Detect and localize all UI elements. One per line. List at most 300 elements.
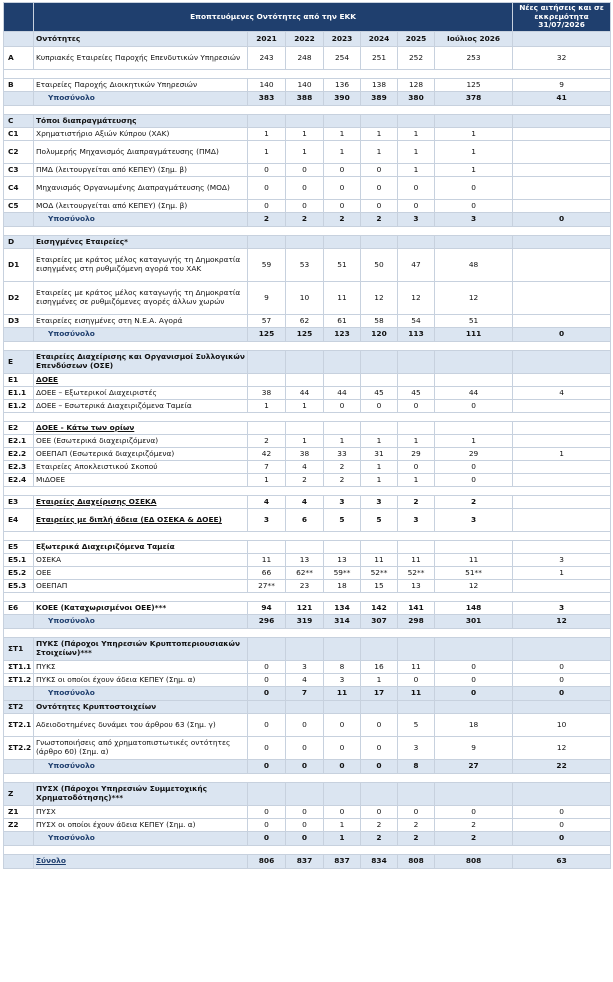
table-row xyxy=(4,783,611,806)
value-cell xyxy=(398,374,435,387)
value-cell: 0 xyxy=(286,832,324,846)
value-cell: 378 xyxy=(435,92,513,106)
row-code: E5.3 xyxy=(4,580,34,593)
table-row xyxy=(4,141,611,164)
spacer-cell xyxy=(286,106,324,115)
value-cell: 1 xyxy=(435,128,513,141)
spacer-cell xyxy=(361,106,398,115)
pending-cell xyxy=(513,461,611,474)
spacer-cell xyxy=(435,846,513,855)
spacer-cell xyxy=(248,532,286,541)
value-cell: 0 xyxy=(361,760,398,774)
pending-cell: 0 xyxy=(513,661,611,674)
value-cell: 0 xyxy=(286,819,324,832)
row-label: ΠΥΚΣ xyxy=(34,661,248,674)
row-code: E2.3 xyxy=(4,461,34,474)
table-row xyxy=(4,115,611,128)
spacer-cell xyxy=(398,413,435,422)
spacer-cell xyxy=(435,593,513,602)
table-title: Εποπτευόμενες Οντότητες από την ΕΚΚ xyxy=(34,3,513,32)
value-cell xyxy=(398,351,435,374)
value-cell: 29 xyxy=(398,448,435,461)
row-label: Εξωτερικά Διαχειριζόμενα Ταμεία xyxy=(34,541,248,554)
value-cell: 4 xyxy=(286,674,324,687)
value-cell: 31 xyxy=(361,448,398,461)
entities-table-container xyxy=(3,2,610,869)
pending-cell xyxy=(513,474,611,487)
table-row xyxy=(4,79,611,92)
table-row xyxy=(4,315,611,328)
spacer-cell xyxy=(248,487,286,496)
value-cell: 248 xyxy=(286,47,324,70)
value-cell xyxy=(398,638,435,661)
value-cell: 0 xyxy=(435,200,513,213)
row-code: E2.2 xyxy=(4,448,34,461)
subtotal-row xyxy=(4,832,611,846)
value-cell xyxy=(361,541,398,554)
value-cell xyxy=(398,115,435,128)
spacer-cell xyxy=(361,413,398,422)
value-cell: 3 xyxy=(248,509,286,532)
spacer-cell xyxy=(4,593,34,602)
row-code xyxy=(4,687,34,701)
entities-column-header: Οντότητες xyxy=(34,32,248,47)
table-row xyxy=(4,714,611,737)
value-cell: 0 xyxy=(248,164,286,177)
row-code xyxy=(4,832,34,846)
value-cell: 1 xyxy=(324,128,361,141)
value-cell xyxy=(324,638,361,661)
subtotal-row xyxy=(4,328,611,342)
value-cell: 0 xyxy=(248,177,286,200)
value-cell: 1 xyxy=(248,141,286,164)
value-cell: 44 xyxy=(435,387,513,400)
value-cell: 380 xyxy=(398,92,435,106)
row-label: ΠΥΣΧ οι οποίοι έχουν άδεια ΚΕΠΕΥ (Σημ. α) xyxy=(34,819,248,832)
row-code: E2 xyxy=(4,422,34,435)
value-cell: 111 xyxy=(435,328,513,342)
value-cell: 834 xyxy=(361,855,398,869)
pending-cell: 0 xyxy=(513,687,611,701)
value-cell xyxy=(248,115,286,128)
value-cell: 2 xyxy=(324,461,361,474)
row-code xyxy=(4,328,34,342)
value-cell: 38 xyxy=(286,448,324,461)
table-row xyxy=(4,661,611,674)
spacer-cell xyxy=(324,106,361,115)
table-row xyxy=(4,400,611,413)
spacer-cell xyxy=(248,629,286,638)
row-code: ΣΤ1.2 xyxy=(4,674,34,687)
value-cell: 1 xyxy=(324,141,361,164)
pending-cell xyxy=(513,315,611,328)
table-row xyxy=(4,567,611,580)
value-cell: 254 xyxy=(324,47,361,70)
value-cell: 121 xyxy=(286,602,324,615)
value-cell: 314 xyxy=(324,615,361,629)
value-cell: 1 xyxy=(435,141,513,164)
spacer-cell xyxy=(398,629,435,638)
header-code-blank xyxy=(4,32,34,47)
table-row xyxy=(4,474,611,487)
value-cell xyxy=(248,638,286,661)
row-code: E4 xyxy=(4,509,34,532)
value-cell: 128 xyxy=(398,79,435,92)
spacer-cell xyxy=(361,342,398,351)
value-cell: 0 xyxy=(324,714,361,737)
pending-cell: 3 xyxy=(513,554,611,567)
spacer-cell xyxy=(34,593,248,602)
pending-cell xyxy=(513,580,611,593)
spacer-cell xyxy=(248,774,286,783)
row-label: ΔΟΕΕ – Εξωτερικοί Διαχειριστές xyxy=(34,387,248,400)
value-cell: 18 xyxy=(435,714,513,737)
value-cell xyxy=(398,422,435,435)
spacer-cell xyxy=(435,70,513,79)
value-cell: 0 xyxy=(361,400,398,413)
value-cell xyxy=(324,422,361,435)
pending-cell xyxy=(513,638,611,661)
row-code: D xyxy=(4,236,34,249)
spacer-cell xyxy=(398,70,435,79)
row-code xyxy=(4,760,34,774)
row-code: C2 xyxy=(4,141,34,164)
value-cell: 0 xyxy=(435,806,513,819)
pending-cell: 12 xyxy=(513,615,611,629)
value-cell xyxy=(398,236,435,249)
spacer-cell xyxy=(286,629,324,638)
subtotal-label: Υποσύνολο xyxy=(34,687,248,701)
value-cell: 1 xyxy=(286,400,324,413)
value-cell xyxy=(248,701,286,714)
value-cell: 2 xyxy=(324,213,361,227)
value-cell: 0 xyxy=(398,461,435,474)
pending-cell xyxy=(513,351,611,374)
row-label: Οντότητες Κρυπτοστοιχείων xyxy=(34,701,248,714)
spacer-cell xyxy=(324,532,361,541)
table-row xyxy=(4,282,611,315)
value-cell: 0 xyxy=(248,674,286,687)
row-code: E1.2 xyxy=(4,400,34,413)
value-cell: 0 xyxy=(398,177,435,200)
pending-cell: 0 xyxy=(513,806,611,819)
spacer-cell xyxy=(324,70,361,79)
table-row xyxy=(4,448,611,461)
spacer-cell xyxy=(398,106,435,115)
row-code: C5 xyxy=(4,200,34,213)
row-code xyxy=(4,615,34,629)
value-cell: 5 xyxy=(361,509,398,532)
value-cell: 0 xyxy=(248,737,286,760)
spacer-cell xyxy=(324,487,361,496)
spacer-cell xyxy=(513,846,611,855)
value-cell: 44 xyxy=(324,387,361,400)
row-label: ΠΥΚΣ οι οποίοι έχουν άδεια ΚΕΠΕΥ (Σημ. α) xyxy=(34,674,248,687)
value-cell: 808 xyxy=(435,855,513,869)
value-cell: 9 xyxy=(435,737,513,760)
pending-cell xyxy=(513,496,611,509)
row-label: Εταιρείες με διπλή άδεια (ΕΔ ΟΣΕΚΑ & ΔΟΕΕ) xyxy=(34,509,248,532)
row-code: E xyxy=(4,351,34,374)
row-code: ΣΤ2.1 xyxy=(4,714,34,737)
value-cell: 0 xyxy=(286,737,324,760)
row-label: ΜιΔΟΕΕ xyxy=(34,474,248,487)
value-cell xyxy=(435,701,513,714)
value-cell xyxy=(324,701,361,714)
value-cell: 0 xyxy=(248,760,286,774)
table-row xyxy=(4,674,611,687)
spacer-cell xyxy=(248,106,286,115)
spacer-cell xyxy=(324,774,361,783)
value-cell: 1 xyxy=(286,128,324,141)
value-cell: 388 xyxy=(286,92,324,106)
value-cell: 243 xyxy=(248,47,286,70)
value-cell xyxy=(398,701,435,714)
spacer-cell xyxy=(513,106,611,115)
value-cell xyxy=(324,115,361,128)
value-cell: 1 xyxy=(361,474,398,487)
value-cell: 13 xyxy=(398,580,435,593)
spacer-cell xyxy=(513,487,611,496)
value-cell xyxy=(286,236,324,249)
row-label: ΟΕΕΠΑΠ (Εσωτερικά διαχειριζόμενα) xyxy=(34,448,248,461)
pending-cell: 3 xyxy=(513,602,611,615)
year-header: 2023 xyxy=(324,32,361,47)
row-code: E1 xyxy=(4,374,34,387)
value-cell: 389 xyxy=(361,92,398,106)
value-cell: 0 xyxy=(286,806,324,819)
spacer-cell xyxy=(513,629,611,638)
value-cell xyxy=(435,374,513,387)
row-label: ΠΥΚΣ (Πάροχοι Υπηρεσιών Κρυπτοπεριουσιακών Στοιχείων)*** xyxy=(34,638,248,661)
value-cell: 125 xyxy=(435,79,513,92)
pending-cell: 0 xyxy=(513,213,611,227)
value-cell: 10 xyxy=(286,282,324,315)
spacer-cell xyxy=(34,532,248,541)
value-cell: 58 xyxy=(361,315,398,328)
row-code: Z2 xyxy=(4,819,34,832)
value-cell: 390 xyxy=(324,92,361,106)
value-cell: 7 xyxy=(248,461,286,474)
value-cell: 0 xyxy=(361,737,398,760)
value-cell: 0 xyxy=(435,474,513,487)
value-cell xyxy=(248,374,286,387)
value-cell xyxy=(248,783,286,806)
row-code: ΣΤ2.2 xyxy=(4,737,34,760)
pending-cell: 22 xyxy=(513,760,611,774)
subtotal-label: Υποσύνολο xyxy=(34,328,248,342)
value-cell xyxy=(435,541,513,554)
value-cell: 1 xyxy=(361,674,398,687)
pending-cell: 12 xyxy=(513,737,611,760)
value-cell: 62** xyxy=(286,567,324,580)
value-cell xyxy=(248,351,286,374)
spacer-cell xyxy=(513,774,611,783)
spacer-cell xyxy=(286,487,324,496)
value-cell: 8 xyxy=(398,760,435,774)
value-cell: 140 xyxy=(248,79,286,92)
value-cell xyxy=(248,541,286,554)
value-cell xyxy=(361,783,398,806)
spacer-cell xyxy=(4,532,34,541)
spacer-cell xyxy=(435,413,513,422)
spacer-cell xyxy=(513,532,611,541)
table-row xyxy=(4,422,611,435)
row-code: D1 xyxy=(4,249,34,282)
spacer-cell xyxy=(286,593,324,602)
spacer-cell xyxy=(361,532,398,541)
spacer-cell xyxy=(513,593,611,602)
table-row xyxy=(4,249,611,282)
value-cell: 9 xyxy=(248,282,286,315)
spacer-row xyxy=(4,487,611,496)
row-label: ΔΟΕΕ - Κάτω των ορίων xyxy=(34,422,248,435)
spacer-cell xyxy=(34,846,248,855)
value-cell: 61 xyxy=(324,315,361,328)
value-cell: 50 xyxy=(361,249,398,282)
spacer-cell xyxy=(286,774,324,783)
value-cell: 11 xyxy=(398,661,435,674)
row-label: Εισηγμένες Εταιρείες* xyxy=(34,236,248,249)
value-cell xyxy=(435,115,513,128)
value-cell: 59** xyxy=(324,567,361,580)
table-row xyxy=(4,177,611,200)
spacer-cell xyxy=(324,413,361,422)
row-label: ΠΜΔ (λειτουργείται από ΚΕΠΕΥ) (Σημ. β) xyxy=(34,164,248,177)
value-cell: 2 xyxy=(286,213,324,227)
year-header: 2025 xyxy=(398,32,435,47)
spacer-cell xyxy=(398,593,435,602)
value-cell xyxy=(324,374,361,387)
value-cell: 0 xyxy=(324,737,361,760)
value-cell: 2 xyxy=(286,474,324,487)
value-cell: 1 xyxy=(398,435,435,448)
value-cell xyxy=(286,115,324,128)
row-code: D3 xyxy=(4,315,34,328)
value-cell: 66 xyxy=(248,567,286,580)
value-cell xyxy=(361,374,398,387)
value-cell: 0 xyxy=(435,687,513,701)
row-label: Εταιρείες με κράτος μέλος καταγωγής τη Δημοκρατία εισηγμένες σε ρυθμιζόμενες αγορές άλλων χωρών xyxy=(34,282,248,315)
row-label: ΜΟΔ (λειτουργείται από ΚΕΠΕΥ) (Σημ. β) xyxy=(34,200,248,213)
value-cell: 11 xyxy=(361,554,398,567)
value-cell: 12 xyxy=(361,282,398,315)
value-cell: 134 xyxy=(324,602,361,615)
value-cell: 253 xyxy=(435,47,513,70)
value-cell: 1 xyxy=(324,832,361,846)
value-cell: 0 xyxy=(286,177,324,200)
value-cell: 0 xyxy=(361,806,398,819)
value-cell: 113 xyxy=(398,328,435,342)
spacer-cell xyxy=(248,227,286,236)
pending-cell xyxy=(513,783,611,806)
pending-cell xyxy=(513,282,611,315)
table-row xyxy=(4,128,611,141)
row-code: E5 xyxy=(4,541,34,554)
value-cell: 1 xyxy=(398,164,435,177)
value-cell: 1 xyxy=(361,128,398,141)
table-row xyxy=(4,701,611,714)
spacer-cell xyxy=(34,413,248,422)
spacer-cell xyxy=(398,342,435,351)
subtotal-label: Υποσύνολο xyxy=(34,615,248,629)
year-header: 2022 xyxy=(286,32,324,47)
value-cell xyxy=(361,701,398,714)
spacer-cell xyxy=(361,774,398,783)
value-cell: 837 xyxy=(324,855,361,869)
spacer-cell xyxy=(4,629,34,638)
value-cell: 148 xyxy=(435,602,513,615)
value-cell xyxy=(361,236,398,249)
value-cell: 2 xyxy=(361,832,398,846)
value-cell xyxy=(435,422,513,435)
row-code: E2.1 xyxy=(4,435,34,448)
spacer-cell xyxy=(4,487,34,496)
spacer-cell xyxy=(4,106,34,115)
pending-cell xyxy=(513,701,611,714)
pending-cell xyxy=(513,509,611,532)
spacer-cell xyxy=(248,70,286,79)
table-row xyxy=(4,580,611,593)
value-cell: 0 xyxy=(324,806,361,819)
spacer-cell xyxy=(435,532,513,541)
value-cell: 0 xyxy=(361,177,398,200)
row-label: ΟΣΕΚΑ xyxy=(34,554,248,567)
value-cell xyxy=(286,701,324,714)
row-code xyxy=(4,855,34,869)
spacer-row xyxy=(4,593,611,602)
row-label: ΟΕΕ (Εσωτερικά διαχειριζόμενα) xyxy=(34,435,248,448)
spacer-cell xyxy=(4,413,34,422)
pending-cell xyxy=(513,541,611,554)
row-code: C xyxy=(4,115,34,128)
row-code: E6 xyxy=(4,602,34,615)
row-code: E5.2 xyxy=(4,567,34,580)
pending-applications-header: Νέες αιτήσεις και σε εκκρεμότητα 31/07/2026 xyxy=(513,3,611,32)
table-row xyxy=(4,541,611,554)
spacer-cell xyxy=(4,846,34,855)
row-label: ΚΟΕΕ (Καταχωρισμένοι ΟΕΕ)*** xyxy=(34,602,248,615)
value-cell xyxy=(286,783,324,806)
row-code: ΣΤ2 xyxy=(4,701,34,714)
value-cell: 0 xyxy=(398,400,435,413)
row-label: Αδειοδοτημένες δυνάμει του άρθρου 63 (Σημ. γ) xyxy=(34,714,248,737)
value-cell: 3 xyxy=(324,496,361,509)
value-cell: 1 xyxy=(248,128,286,141)
value-cell: 2 xyxy=(248,213,286,227)
value-cell: 12 xyxy=(398,282,435,315)
value-cell: 0 xyxy=(286,200,324,213)
value-cell: 8 xyxy=(324,661,361,674)
value-cell: 2 xyxy=(361,819,398,832)
value-cell xyxy=(248,422,286,435)
spacer-cell xyxy=(435,106,513,115)
row-label: Εταιρείες Διαχείρισης ΟΣΕΚΑ xyxy=(34,496,248,509)
value-cell: 141 xyxy=(398,602,435,615)
value-cell: 0 xyxy=(398,674,435,687)
value-cell xyxy=(435,638,513,661)
value-cell: 307 xyxy=(361,615,398,629)
spacer-row xyxy=(4,70,611,79)
value-cell: 45 xyxy=(361,387,398,400)
value-cell: 0 xyxy=(435,674,513,687)
value-cell: 45 xyxy=(398,387,435,400)
value-cell: 15 xyxy=(361,580,398,593)
value-cell: 11 xyxy=(398,554,435,567)
value-cell: 0 xyxy=(435,177,513,200)
value-cell: 38 xyxy=(248,387,286,400)
spacer-row xyxy=(4,227,611,236)
